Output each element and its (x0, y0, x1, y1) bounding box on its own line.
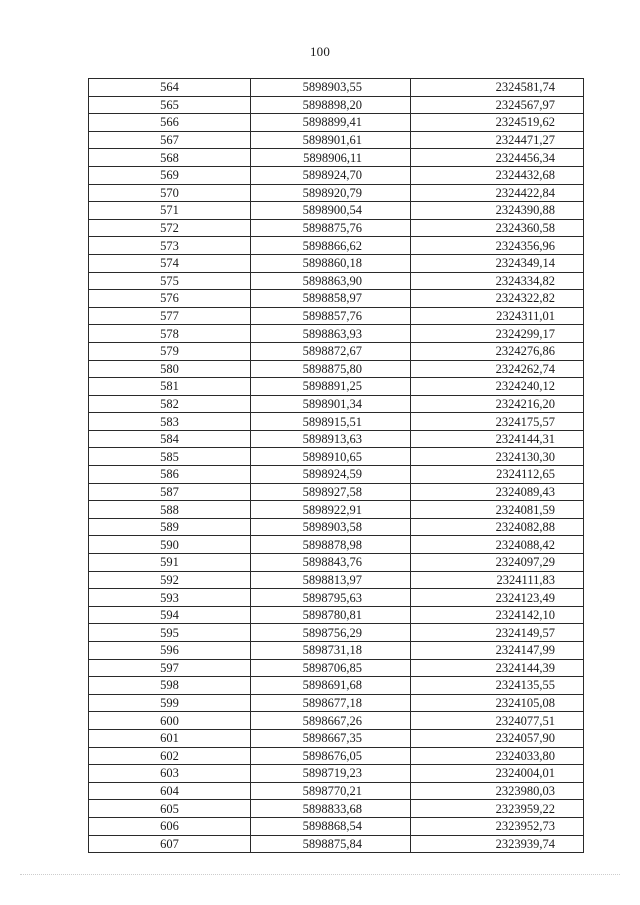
table-row (89, 659, 584, 677)
x-coordinate-cell: 5898857,76 (251, 307, 411, 325)
x-coordinate-cell: 5898920,79 (251, 184, 411, 202)
table-row (89, 501, 584, 519)
y-coordinate-cell: 2324097,29 (411, 554, 584, 572)
scan-artifact-line (20, 874, 620, 877)
table-row (89, 817, 584, 835)
x-coordinate-cell: 5898910,65 (251, 448, 411, 466)
table-row (89, 606, 584, 624)
point-number-cell: 603 (89, 765, 251, 783)
x-coordinate-cell: 5898903,55 (251, 79, 411, 97)
x-coordinate-cell: 5898899,41 (251, 114, 411, 132)
x-coordinate-cell: 5898875,76 (251, 219, 411, 237)
y-coordinate-cell: 2324567,97 (411, 96, 584, 114)
x-coordinate-cell: 5898667,35 (251, 729, 411, 747)
point-number-cell: 590 (89, 536, 251, 554)
y-coordinate-cell: 2324432,68 (411, 166, 584, 184)
table-row (89, 747, 584, 765)
point-number-cell: 585 (89, 448, 251, 466)
point-number-cell: 571 (89, 202, 251, 220)
point-number-cell: 604 (89, 782, 251, 800)
y-coordinate-cell: 2323980,03 (411, 782, 584, 800)
x-coordinate-cell: 5898924,59 (251, 466, 411, 484)
table-row (89, 131, 584, 149)
y-coordinate-cell: 2324276,86 (411, 342, 584, 360)
point-number-cell: 592 (89, 571, 251, 589)
table-row (89, 430, 584, 448)
point-number-cell: 567 (89, 131, 251, 149)
y-coordinate-cell: 2324077,51 (411, 712, 584, 730)
x-coordinate-cell: 5898924,70 (251, 166, 411, 184)
point-number-cell: 581 (89, 378, 251, 396)
point-number-cell: 579 (89, 342, 251, 360)
x-coordinate-cell: 5898858,97 (251, 290, 411, 308)
y-coordinate-cell: 2324422,84 (411, 184, 584, 202)
y-coordinate-cell: 2324216,20 (411, 395, 584, 413)
x-coordinate-cell: 5898843,76 (251, 554, 411, 572)
table-row (89, 184, 584, 202)
y-coordinate-cell: 2324033,80 (411, 747, 584, 765)
table-row (89, 765, 584, 783)
y-coordinate-cell: 2324519,62 (411, 114, 584, 132)
point-number-cell: 586 (89, 466, 251, 484)
table-row (89, 219, 584, 237)
x-coordinate-cell: 5898780,81 (251, 606, 411, 624)
point-number-cell: 577 (89, 307, 251, 325)
y-coordinate-cell: 2324360,58 (411, 219, 584, 237)
table-row (89, 325, 584, 343)
point-number-cell: 578 (89, 325, 251, 343)
x-coordinate-cell: 5898863,90 (251, 272, 411, 290)
y-coordinate-cell: 2324142,10 (411, 606, 584, 624)
y-coordinate-cell: 2324456,34 (411, 149, 584, 167)
y-coordinate-cell: 2324123,49 (411, 589, 584, 607)
point-number-cell: 593 (89, 589, 251, 607)
table-row (89, 254, 584, 272)
point-number-cell: 582 (89, 395, 251, 413)
x-coordinate-cell: 5898860,18 (251, 254, 411, 272)
point-number-cell: 596 (89, 642, 251, 660)
x-coordinate-cell: 5898872,67 (251, 342, 411, 360)
y-coordinate-cell: 2324112,65 (411, 466, 584, 484)
y-coordinate-cell: 2323939,74 (411, 835, 584, 853)
point-number-cell: 580 (89, 360, 251, 378)
y-coordinate-cell: 2324299,17 (411, 325, 584, 343)
table-row (89, 166, 584, 184)
point-number-cell: 570 (89, 184, 251, 202)
point-number-cell: 595 (89, 624, 251, 642)
x-coordinate-cell: 5898906,11 (251, 149, 411, 167)
x-coordinate-cell: 5898901,34 (251, 395, 411, 413)
y-coordinate-cell: 2324390,88 (411, 202, 584, 220)
y-coordinate-cell: 2324147,99 (411, 642, 584, 660)
y-coordinate-cell: 2324081,59 (411, 501, 584, 519)
x-coordinate-cell: 5898901,61 (251, 131, 411, 149)
y-coordinate-cell: 2324349,14 (411, 254, 584, 272)
table-row (89, 290, 584, 308)
x-coordinate-cell: 5898875,80 (251, 360, 411, 378)
x-coordinate-cell: 5898677,18 (251, 694, 411, 712)
point-number-cell: 587 (89, 483, 251, 501)
table-row (89, 677, 584, 695)
table-row (89, 800, 584, 818)
y-coordinate-cell: 2324082,88 (411, 518, 584, 536)
x-coordinate-cell: 5898900,54 (251, 202, 411, 220)
x-coordinate-cell: 5898878,98 (251, 536, 411, 554)
x-coordinate-cell: 5898875,84 (251, 835, 411, 853)
x-coordinate-cell: 5898813,97 (251, 571, 411, 589)
y-coordinate-cell: 2324004,01 (411, 765, 584, 783)
point-number-cell: 594 (89, 606, 251, 624)
table-row (89, 712, 584, 730)
y-coordinate-cell: 2324262,74 (411, 360, 584, 378)
table-row (89, 729, 584, 747)
y-coordinate-cell: 2324322,82 (411, 290, 584, 308)
coordinates-table-body (89, 79, 584, 853)
x-coordinate-cell: 5898667,26 (251, 712, 411, 730)
y-coordinate-cell: 2324144,39 (411, 659, 584, 677)
table-row (89, 782, 584, 800)
point-number-cell: 588 (89, 501, 251, 519)
x-coordinate-cell: 5898903,58 (251, 518, 411, 536)
x-coordinate-cell: 5898866,62 (251, 237, 411, 255)
x-coordinate-cell: 5898898,20 (251, 96, 411, 114)
y-coordinate-cell: 2324088,42 (411, 536, 584, 554)
y-coordinate-cell: 2323952,73 (411, 817, 584, 835)
point-number-cell: 569 (89, 166, 251, 184)
y-coordinate-cell: 2324130,30 (411, 448, 584, 466)
point-number-cell: 575 (89, 272, 251, 290)
y-coordinate-cell: 2324581,74 (411, 79, 584, 97)
point-number-cell: 591 (89, 554, 251, 572)
y-coordinate-cell: 2324334,82 (411, 272, 584, 290)
page-number: 100 (309, 44, 331, 59)
table-row (89, 272, 584, 290)
x-coordinate-cell: 5898927,58 (251, 483, 411, 501)
point-number-cell: 605 (89, 800, 251, 818)
y-coordinate-cell: 2324089,43 (411, 483, 584, 501)
x-coordinate-cell: 5898833,68 (251, 800, 411, 818)
point-number-cell: 574 (89, 254, 251, 272)
point-number-cell: 602 (89, 747, 251, 765)
table-row (89, 448, 584, 466)
point-number-cell: 564 (89, 79, 251, 97)
table-row (89, 79, 584, 97)
y-coordinate-cell: 2324144,31 (411, 430, 584, 448)
table-row (89, 589, 584, 607)
x-coordinate-cell: 5898915,51 (251, 413, 411, 431)
point-number-cell: 600 (89, 712, 251, 730)
table-row (89, 202, 584, 220)
point-number-cell: 565 (89, 96, 251, 114)
point-number-cell: 589 (89, 518, 251, 536)
table-row (89, 360, 584, 378)
x-coordinate-cell: 5898863,93 (251, 325, 411, 343)
table-row (89, 378, 584, 396)
x-coordinate-cell: 5898731,18 (251, 642, 411, 660)
table-row (89, 554, 584, 572)
table-row (89, 642, 584, 660)
x-coordinate-cell: 5898706,85 (251, 659, 411, 677)
point-number-cell: 573 (89, 237, 251, 255)
table-row (89, 483, 584, 501)
point-number-cell: 568 (89, 149, 251, 167)
table-row (89, 536, 584, 554)
y-coordinate-cell: 2324311,01 (411, 307, 584, 325)
table-row (89, 624, 584, 642)
x-coordinate-cell: 5898891,25 (251, 378, 411, 396)
table-row (89, 114, 584, 132)
table-row (89, 307, 584, 325)
x-coordinate-cell: 5898795,63 (251, 589, 411, 607)
point-number-cell: 607 (89, 835, 251, 853)
x-coordinate-cell: 5898770,21 (251, 782, 411, 800)
table-row (89, 395, 584, 413)
y-coordinate-cell: 2324356,96 (411, 237, 584, 255)
table-row (89, 413, 584, 431)
y-coordinate-cell: 2324111,83 (411, 571, 584, 589)
x-coordinate-cell: 5898756,29 (251, 624, 411, 642)
table-row (89, 571, 584, 589)
table-row (89, 518, 584, 536)
point-number-cell: 601 (89, 729, 251, 747)
y-coordinate-cell: 2324057,90 (411, 729, 584, 747)
y-coordinate-cell: 2324105,08 (411, 694, 584, 712)
x-coordinate-cell: 5898913,63 (251, 430, 411, 448)
y-coordinate-cell: 2324471,27 (411, 131, 584, 149)
point-number-cell: 576 (89, 290, 251, 308)
table-row (89, 466, 584, 484)
point-number-cell: 566 (89, 114, 251, 132)
x-coordinate-cell: 5898676,05 (251, 747, 411, 765)
coordinates-table (88, 78, 584, 853)
y-coordinate-cell: 2324149,57 (411, 624, 584, 642)
point-number-cell: 583 (89, 413, 251, 431)
point-number-cell: 599 (89, 694, 251, 712)
point-number-cell: 597 (89, 659, 251, 677)
table-row (89, 694, 584, 712)
y-coordinate-cell: 2323959,22 (411, 800, 584, 818)
point-number-cell: 584 (89, 430, 251, 448)
y-coordinate-cell: 2324175,57 (411, 413, 584, 431)
table-row (89, 96, 584, 114)
point-number-cell: 598 (89, 677, 251, 695)
y-coordinate-cell: 2324240,12 (411, 378, 584, 396)
x-coordinate-cell: 5898691,68 (251, 677, 411, 695)
table-row (89, 237, 584, 255)
table-row (89, 342, 584, 360)
x-coordinate-cell: 5898719,23 (251, 765, 411, 783)
table-row (89, 835, 584, 853)
point-number-cell: 606 (89, 817, 251, 835)
point-number-cell: 572 (89, 219, 251, 237)
x-coordinate-cell: 5898922,91 (251, 501, 411, 519)
x-coordinate-cell: 5898868,54 (251, 817, 411, 835)
y-coordinate-cell: 2324135,55 (411, 677, 584, 695)
table-row (89, 149, 584, 167)
